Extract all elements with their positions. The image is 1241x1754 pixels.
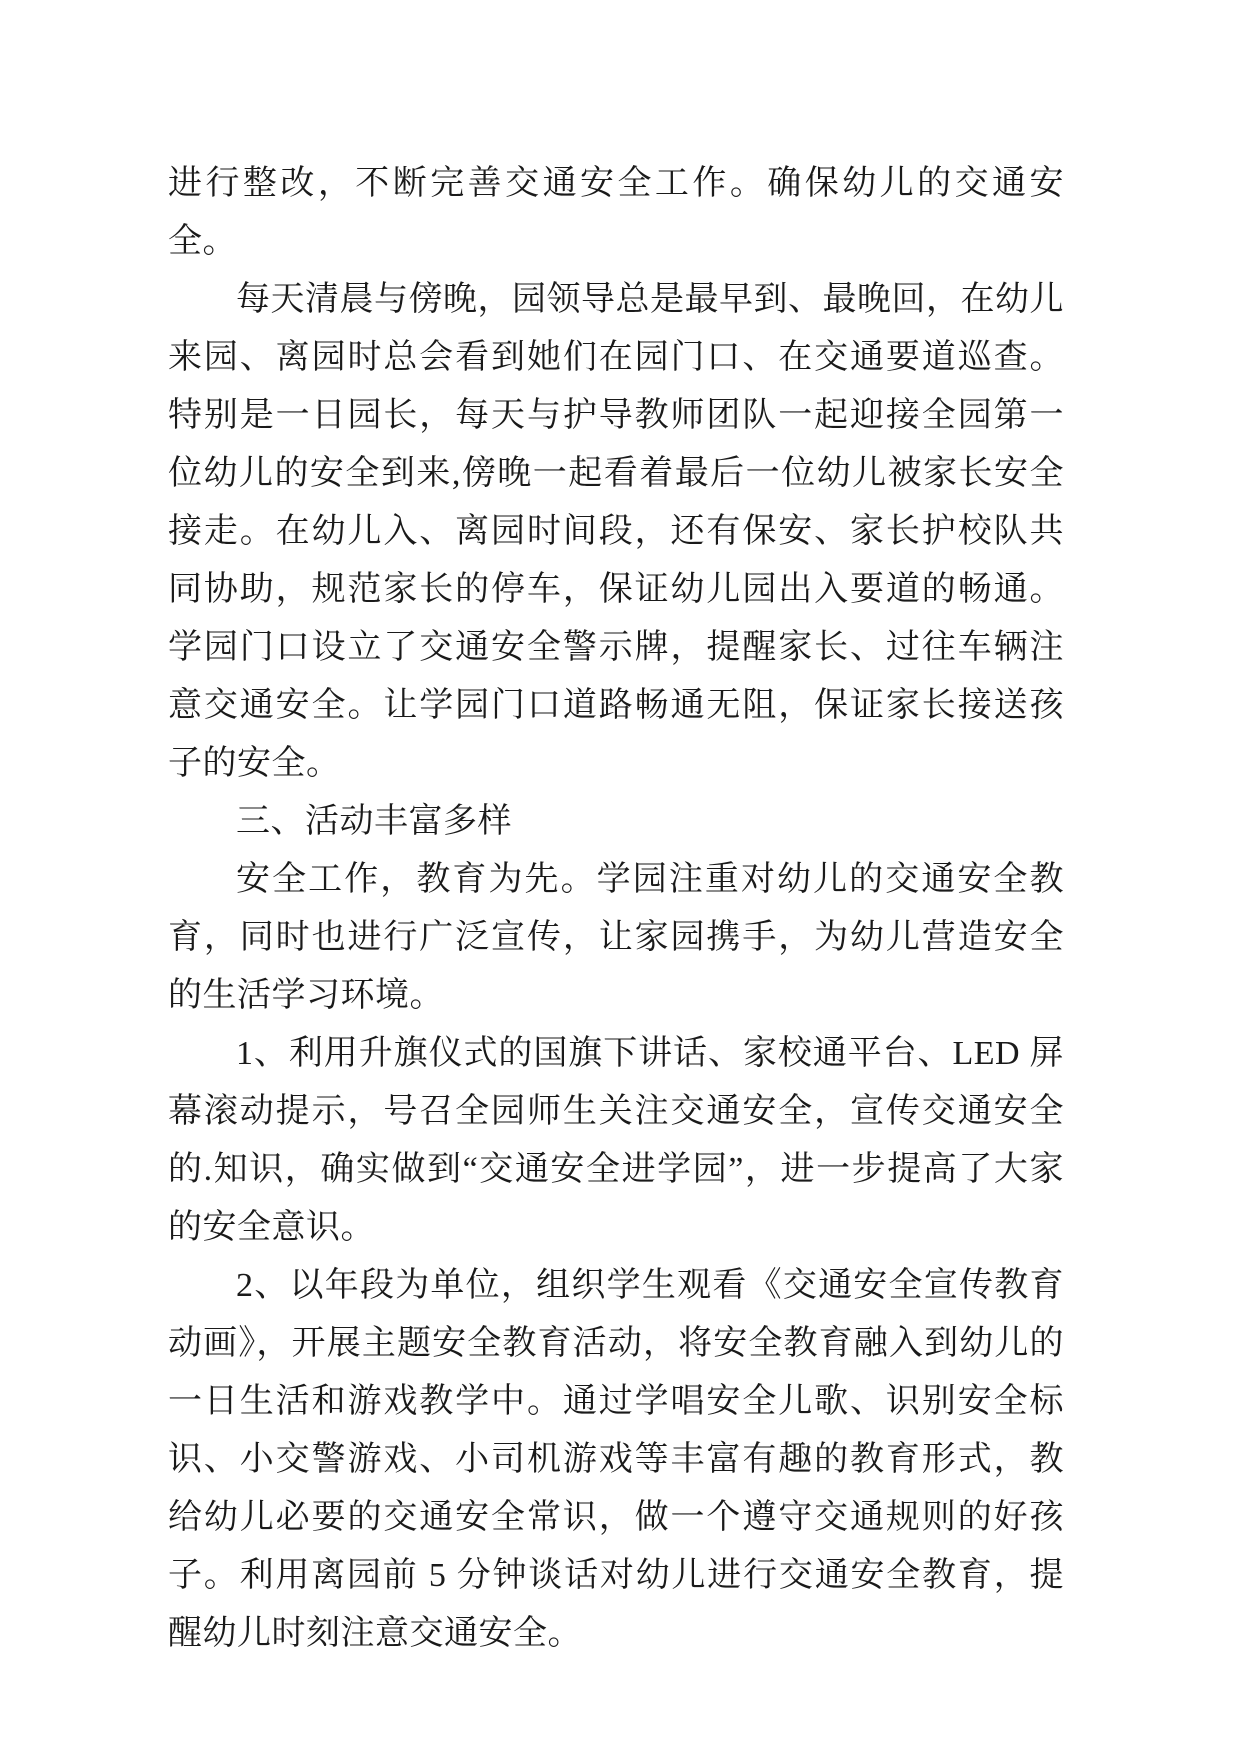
document-body <box>168 155 1064 1663</box>
paragraph-daily-patrol: 每天清晨与傍晚，园领导总是最早到、最晚回，在幼儿来园、离园时总会看到她们在园门口、在交通要道巡查。特别是一日园长，每天与护导教师团队一起迎接全园第一位幼儿的安全到来,傍晚一起看着最后一位幼儿被家长安全接走。在幼儿入、离园时间段，还有保安、家长护校队共同协助，规范家长的停车，保证幼儿园出入要道的畅通。学园门口设立了交通安全警示牌，提醒家长、过往车辆注意交通安全。让学园门口道路畅通无阻，保证家长接送孩子的安全。 <box>168 281 1064 782</box>
paragraph-item-2: 2、以年段为单位，组织学生观看《交通安全宣传教育动画》，开展主题安全教育活动，将安全教育融入到幼儿的一日生活和游戏教学中。通过学唱安全儿歌、识别安全标识、小交警游戏、小司机游戏等丰富有趣的教育形式，教给幼儿必要的交通安全常识，做一个遵守交通规则的好孩子。利用离园前 5 分钟谈话对幼儿进行交通安全教育，提醒幼儿时刻注意交通安全。 <box>168 1267 1064 1652</box>
paragraph-education-first: 安全工作，教育为先。学园注重对幼儿的交通安全教育，同时也进行广泛宣传，让家园携手，为幼儿营造安全的生活学习环境。 <box>168 861 1064 1014</box>
section-heading-three: 三、活动丰富多样 <box>236 803 512 840</box>
paragraph-item-1: 1、利用升旗仪式的国旗下讲话、家校通平台、LED 屏幕滚动提示，号召全园师生关注交通安全，宣传交通安全的.知识，确实做到“交通安全进学园”，进一步提高了大家的安全意识。 <box>168 1035 1064 1246</box>
paragraph-continuation: 进行整改，不断完善交通安全工作。确保幼儿的交通安全。 <box>168 165 1064 260</box>
